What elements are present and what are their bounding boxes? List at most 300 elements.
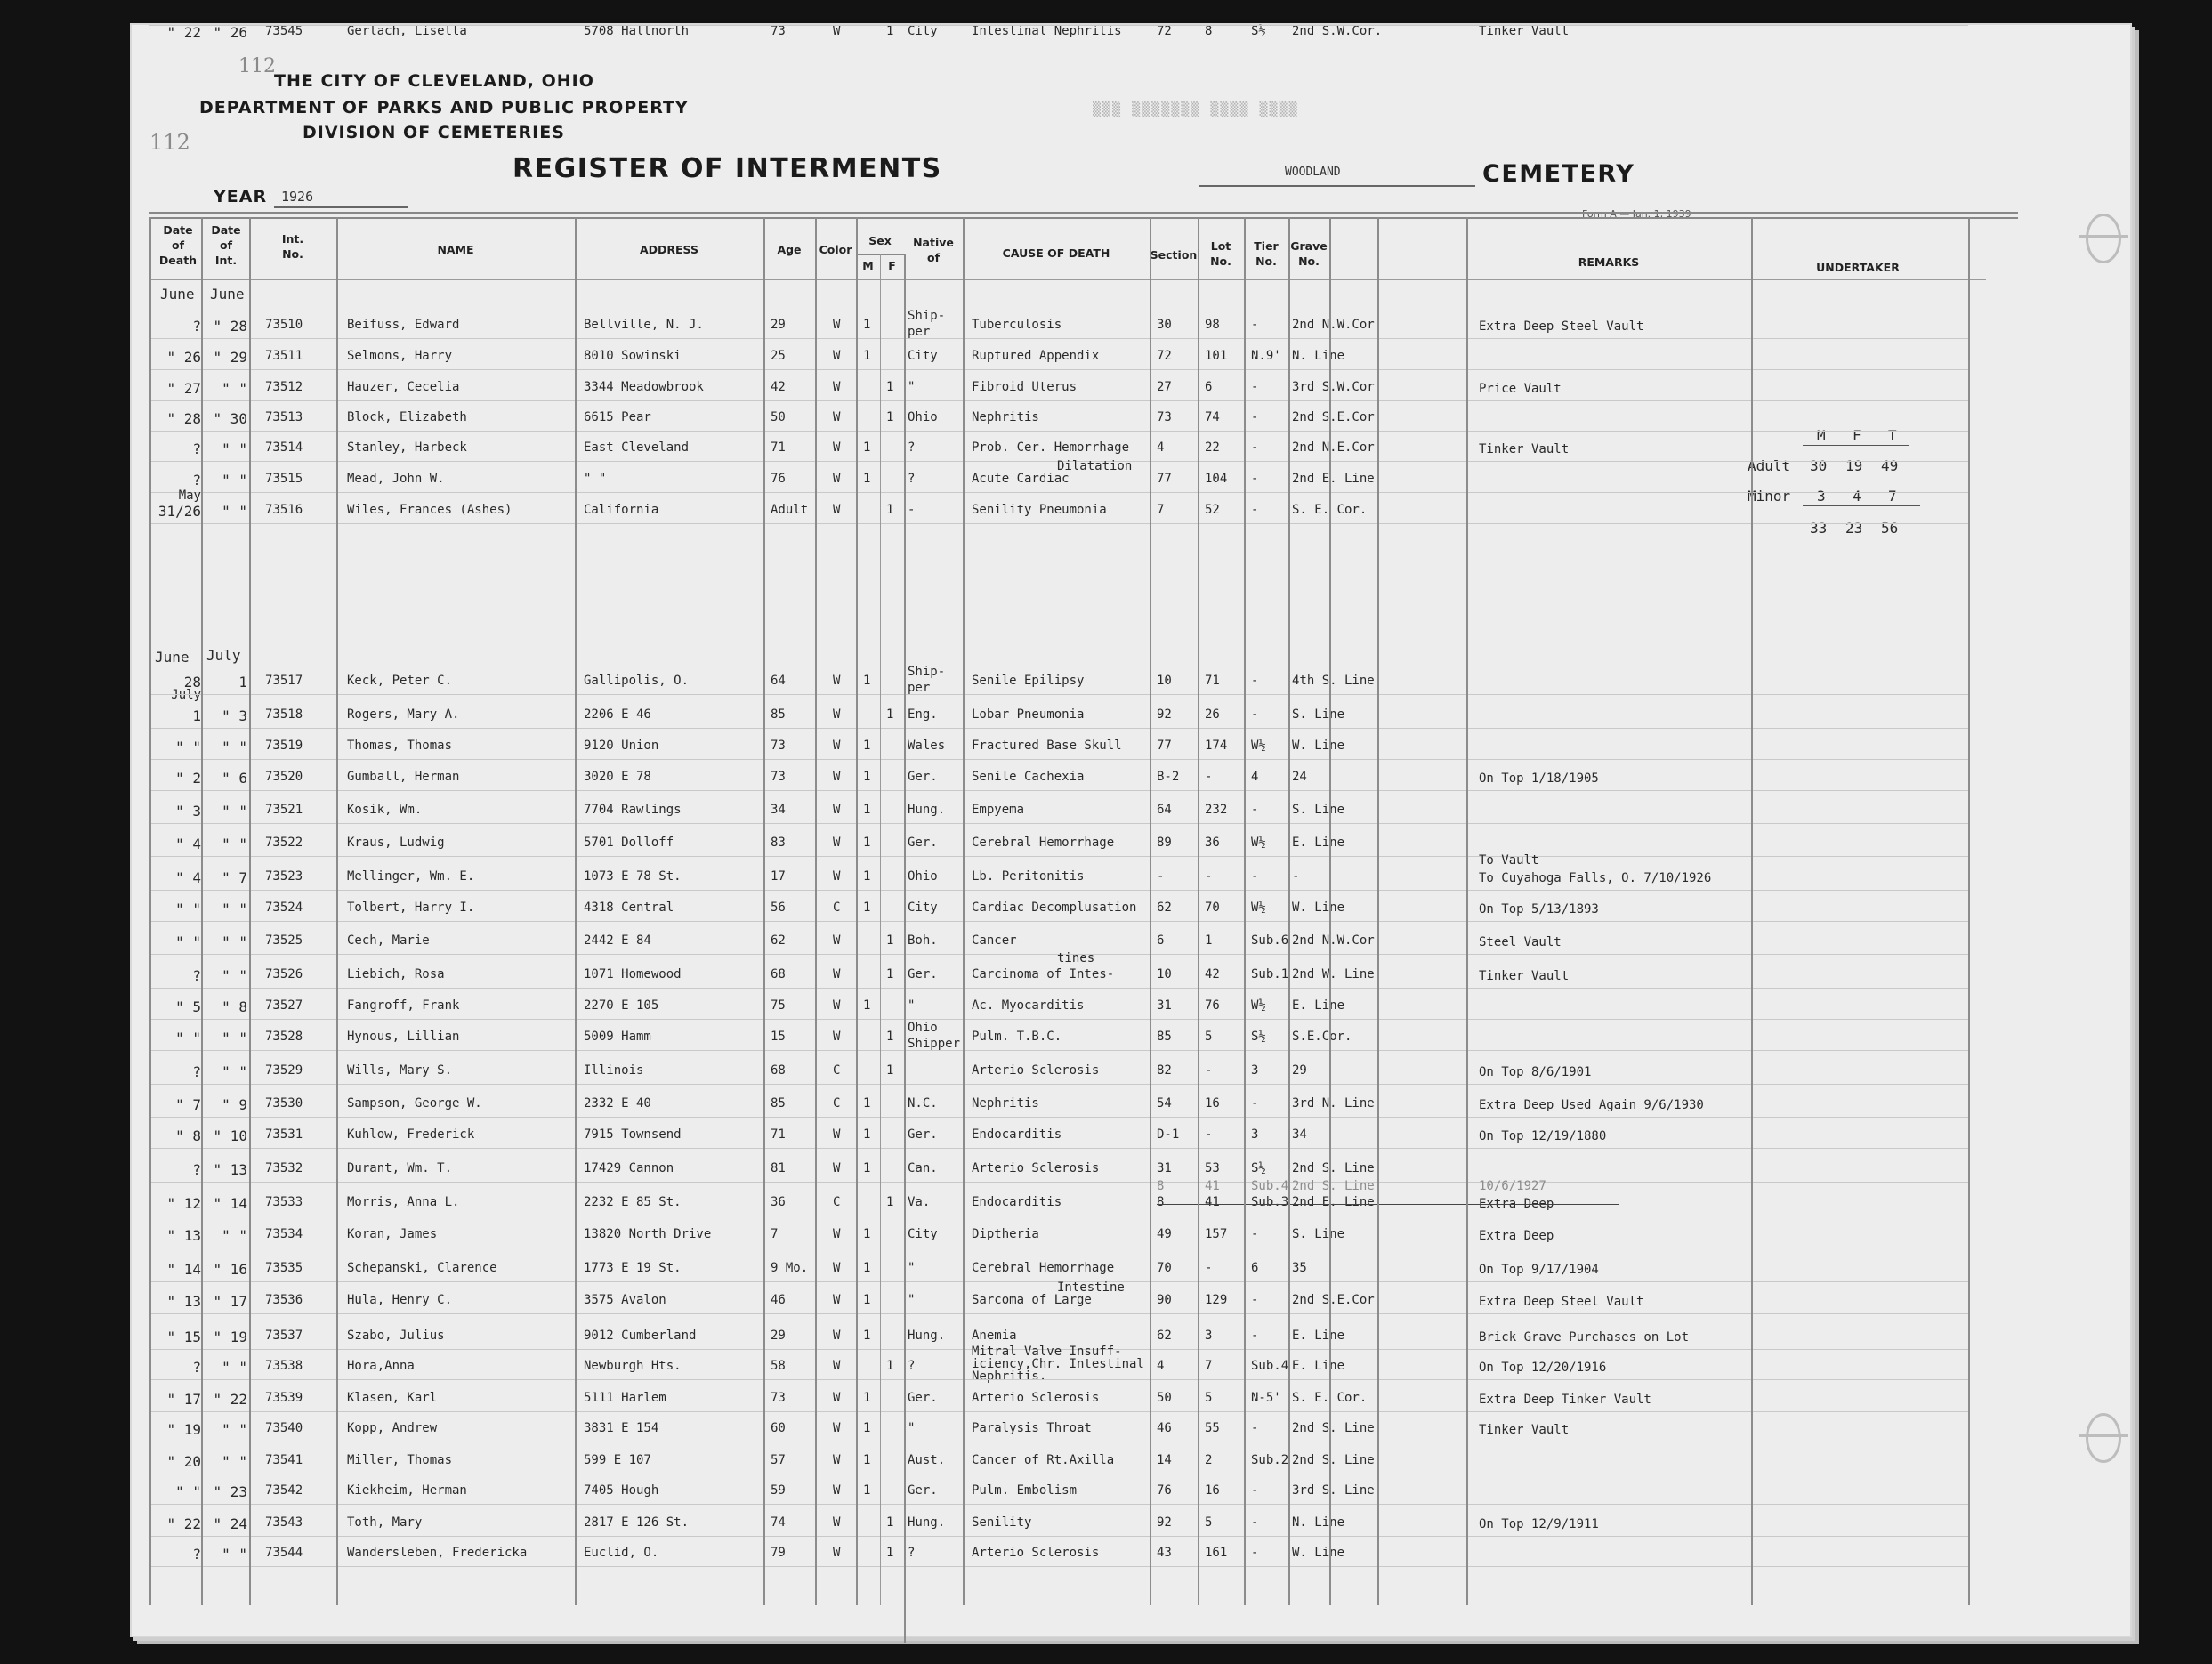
cell-lot-no: 74 bbox=[1205, 410, 1220, 424]
cell-color: W bbox=[833, 933, 841, 948]
col-remarks: REMARKS bbox=[1578, 255, 1640, 269]
cell-date-of-death: " " bbox=[175, 933, 201, 950]
cell-cause-of-death: Prob. Cer. Hemorrhage bbox=[972, 440, 1130, 455]
cell-color: W bbox=[833, 472, 841, 486]
cell-date-of-death: " 13 bbox=[166, 1293, 201, 1310]
cell-lot-no: 36 bbox=[1205, 836, 1220, 850]
cell-section: 90 bbox=[1157, 1293, 1172, 1307]
row-rule bbox=[149, 1536, 1968, 1537]
cell-remarks: On Top 5/13/1893 bbox=[1479, 902, 1599, 917]
cell-section: 50 bbox=[1157, 1391, 1172, 1405]
column-rule bbox=[249, 217, 251, 1605]
cell-address: 6615 Pear bbox=[584, 410, 651, 424]
cell-date-of-death: ? bbox=[192, 318, 201, 335]
cell-age: 46 bbox=[771, 1293, 786, 1307]
cell-tier-no: - bbox=[1251, 440, 1259, 455]
cell-sex-f: 1 bbox=[886, 707, 894, 722]
column-rule bbox=[763, 217, 765, 1605]
cell-sex-f: 1 bbox=[886, 1359, 894, 1373]
col-date-of-death bbox=[153, 222, 203, 268]
cell-color: W bbox=[833, 707, 841, 722]
cell-tier-no: 6 bbox=[1251, 1261, 1259, 1275]
cell-age: 83 bbox=[771, 836, 786, 850]
cell-age: 81 bbox=[771, 1161, 786, 1175]
cell-native-of: City bbox=[908, 1227, 938, 1241]
cell-name: Mead, John W. bbox=[347, 472, 445, 486]
cell-tier-no: - bbox=[1251, 869, 1259, 884]
cell-cause-of-death-upper: Dilatation bbox=[1057, 459, 1133, 473]
cell-grave-no: 35 bbox=[1292, 1261, 1307, 1275]
cell-tier-no: Sub.3 bbox=[1251, 1195, 1289, 1209]
cell-address: Gallipolis, O. bbox=[584, 674, 690, 688]
cell-grave-no: - bbox=[1292, 869, 1300, 884]
cell-address: 7704 Rawlings bbox=[584, 803, 682, 817]
cell-sex-m: 1 bbox=[863, 1127, 871, 1142]
cell-remarks: Extra Deep Tinker Vault bbox=[1479, 1393, 1651, 1407]
tally-head-m: M bbox=[1817, 427, 1826, 444]
cell-grave-no: N. Line bbox=[1292, 1515, 1345, 1530]
column-rule bbox=[1466, 217, 1468, 1605]
cell-address: 2817 E 126 St. bbox=[584, 1515, 690, 1530]
cell-section-prior: 8 bbox=[1157, 1179, 1165, 1193]
cell-color: W bbox=[833, 967, 841, 981]
cell-date-of-int: " 14 bbox=[213, 1195, 247, 1212]
cell-lot-no: 16 bbox=[1205, 1483, 1220, 1498]
cell-grave-no: 24 bbox=[1292, 770, 1307, 784]
cell-native-of: " bbox=[908, 1261, 916, 1275]
cell-native-of: Can. bbox=[908, 1161, 938, 1175]
cell-native-of-line2: per bbox=[908, 681, 931, 695]
col-date-of-death-l2: of bbox=[171, 238, 185, 252]
cell-grave-no: S.E.Cor. bbox=[1292, 1030, 1352, 1044]
cell-age: 9 Mo. bbox=[771, 1261, 809, 1275]
cell-age: 50 bbox=[771, 410, 786, 424]
col-sex-m: M bbox=[862, 259, 874, 272]
cell-sex-m: 1 bbox=[863, 472, 871, 486]
cell-cause-of-death: Anemia bbox=[972, 1329, 1017, 1343]
cell-address: 599 E 107 bbox=[584, 1453, 651, 1467]
col-date-of-death-l1: Date bbox=[163, 223, 193, 237]
cell-color: C bbox=[833, 1096, 841, 1111]
pencil-page-number-top: 112 bbox=[238, 55, 276, 77]
cell-age: 68 bbox=[771, 967, 786, 981]
col-date-of-int-l3: Int. bbox=[214, 254, 238, 267]
cell-sex-m: 1 bbox=[863, 1293, 871, 1307]
cell-address: 5009 Hamm bbox=[584, 1030, 651, 1044]
cell-sex-m: 1 bbox=[863, 1453, 871, 1467]
tally-adult-f: 19 bbox=[1845, 457, 1863, 474]
cell-cause-of-death: Nephritis bbox=[972, 410, 1039, 424]
cell-section: D-1 bbox=[1157, 1127, 1180, 1142]
cell-cause-of-death: Empyema bbox=[972, 803, 1025, 817]
cell-int-no: 73539 bbox=[265, 1391, 303, 1405]
cell-native-of: Hung. bbox=[908, 1515, 946, 1530]
cell-remarks: Tinker Vault bbox=[1479, 24, 1570, 38]
cell-date-of-int: " " bbox=[222, 1453, 247, 1470]
tally-minor-f: 4 bbox=[1853, 488, 1861, 505]
cell-cause-of-death: Senility Pneumonia bbox=[972, 503, 1107, 517]
cell-grave-no: 4th S. Line bbox=[1292, 674, 1375, 688]
cell-section: 43 bbox=[1157, 1546, 1172, 1560]
month-int-june: June bbox=[210, 286, 245, 303]
cell-int-no: 73527 bbox=[265, 998, 303, 1013]
cell-color: W bbox=[833, 503, 841, 517]
cell-date-of-death: " 3 bbox=[175, 803, 201, 820]
cell-sex-f: 1 bbox=[886, 1515, 894, 1530]
cell-native-of: Ship- bbox=[908, 665, 946, 679]
row-rule bbox=[149, 1019, 1968, 1020]
cell-section: 30 bbox=[1157, 318, 1172, 332]
col-grave-no bbox=[1288, 238, 1329, 269]
cell-age: 42 bbox=[771, 380, 786, 394]
cell-int-no: 73510 bbox=[265, 318, 303, 332]
cell-int-no: 73522 bbox=[265, 836, 303, 850]
cell-native-of: Eng. bbox=[908, 707, 938, 722]
cell-tier-no: - bbox=[1251, 1227, 1259, 1241]
cell-sex-m: 1 bbox=[863, 803, 871, 817]
cell-color: W bbox=[833, 1293, 841, 1307]
col-native-of-l1: Native bbox=[913, 236, 954, 249]
cell-grave-no: 2nd N.E.Cor. bbox=[1292, 440, 1383, 455]
cell-grave-no: 2nd S. Line bbox=[1292, 1453, 1375, 1467]
cell-native-of: ? bbox=[908, 440, 916, 455]
column-rule bbox=[1329, 217, 1331, 1605]
cell-tier-no: - bbox=[1251, 503, 1259, 517]
cell-age: 73 bbox=[771, 24, 786, 38]
column-rule bbox=[856, 217, 858, 1605]
cell-name: Gerlach, Lisetta bbox=[347, 24, 467, 38]
cell-date-of-int: " 19 bbox=[213, 1329, 247, 1345]
cell-int-no: 73515 bbox=[265, 472, 303, 486]
col-tier-no bbox=[1244, 238, 1288, 269]
cell-date-of-death: " 14 bbox=[166, 1261, 201, 1278]
register-page bbox=[132, 25, 2130, 1636]
cell-name: Kuhlow, Frederick bbox=[347, 1127, 475, 1142]
cell-tier-no: - bbox=[1251, 707, 1259, 722]
cell-section: 89 bbox=[1157, 836, 1172, 850]
binder-ring-bottom-bar bbox=[2079, 1434, 2128, 1437]
cell-lot-no: 232 bbox=[1205, 803, 1228, 817]
cell-tier-no: 3 bbox=[1251, 1063, 1259, 1078]
cell-color: W bbox=[833, 1483, 841, 1498]
cell-address: 7405 Hough bbox=[584, 1483, 659, 1498]
cell-color: C bbox=[833, 901, 841, 915]
cell-name: Keck, Peter C. bbox=[347, 674, 453, 688]
tally-minor-t: 7 bbox=[1888, 488, 1897, 505]
cell-date-of-int: " " bbox=[222, 836, 247, 852]
cell-date-of-int: " 28 bbox=[213, 318, 247, 335]
cell-grave-no-prior: 2nd S. Line bbox=[1292, 1179, 1375, 1193]
tally-total-m: 33 bbox=[1810, 520, 1828, 537]
cell-sex-m: 1 bbox=[863, 998, 871, 1013]
cell-color: W bbox=[833, 349, 841, 363]
tally-adult-t: 49 bbox=[1881, 457, 1899, 474]
cell-address: Newburgh Hts. bbox=[584, 1359, 682, 1373]
cell-native-of: Ger. bbox=[908, 967, 938, 981]
cell-cause-of-death: Lobar Pneumonia bbox=[972, 707, 1085, 722]
column-rule bbox=[1968, 217, 1970, 1605]
row-rule bbox=[149, 921, 1968, 922]
cell-address: 9012 Cumberland bbox=[584, 1329, 697, 1343]
cell-name: Hula, Henry C. bbox=[347, 1293, 453, 1307]
col-lot-no-l2: No. bbox=[1210, 254, 1231, 268]
cell-int-no: 73542 bbox=[265, 1483, 303, 1498]
cell-cause-of-death: Ruptured Appendix bbox=[972, 349, 1100, 363]
cell-lot-no: 22 bbox=[1205, 440, 1220, 455]
cell-cause-of-death: Nephritis bbox=[972, 1096, 1039, 1111]
cell-remarks: Extra Deep bbox=[1479, 1229, 1554, 1243]
cell-address: 3575 Avalon bbox=[584, 1293, 666, 1307]
cell-remarks: Steel Vault bbox=[1479, 935, 1562, 949]
cell-remarks-prior: 10/6/1927 bbox=[1479, 1179, 1546, 1193]
col-native-of-l2: of bbox=[926, 251, 941, 264]
cell-int-no: 73537 bbox=[265, 1329, 303, 1343]
col-int-no bbox=[249, 231, 336, 262]
cell-age: 71 bbox=[771, 440, 786, 455]
cell-grave-no: 2nd N.W.Cor. bbox=[1292, 318, 1383, 332]
cell-section: 77 bbox=[1157, 739, 1172, 753]
cell-name: Gumball, Herman bbox=[347, 770, 460, 784]
column-rule bbox=[1377, 217, 1379, 1605]
cell-int-no: 73514 bbox=[265, 440, 303, 455]
cell-int-no: 73525 bbox=[265, 933, 303, 948]
cell-int-no: 73541 bbox=[265, 1453, 303, 1467]
cell-date-of-int: " 6 bbox=[222, 770, 247, 787]
row-rule bbox=[149, 988, 1968, 989]
cell-native-of: Ger. bbox=[908, 770, 938, 784]
cell-date-of-death: " 12 bbox=[166, 1195, 201, 1212]
cell-tier-no: W½ bbox=[1251, 836, 1266, 850]
cell-address: 3020 E 78 bbox=[584, 770, 651, 784]
cell-lot-no: - bbox=[1205, 770, 1213, 784]
cell-name: Morris, Anna L. bbox=[347, 1195, 460, 1209]
cell-sex-m: 1 bbox=[863, 1096, 871, 1111]
tally-head-t: T bbox=[1888, 427, 1897, 444]
cell-date-of-death: 1 bbox=[192, 707, 201, 724]
cell-age: 57 bbox=[771, 1453, 786, 1467]
cell-cause-of-death: Arterio Sclerosis bbox=[972, 1546, 1100, 1560]
cell-tier-no: N.9' bbox=[1251, 349, 1281, 363]
row-rule bbox=[149, 523, 1968, 524]
cell-date-of-death: " 15 bbox=[166, 1329, 201, 1345]
cell-address: 17429 Cannon bbox=[584, 1161, 674, 1175]
row-rule bbox=[149, 759, 1968, 760]
cell-sex-m: 1 bbox=[863, 739, 871, 753]
cell-date-of-int: " " bbox=[222, 380, 247, 397]
cell-name: Thomas, Thomas bbox=[347, 739, 453, 753]
tally-total-f: 23 bbox=[1845, 520, 1863, 537]
cell-color: W bbox=[833, 1453, 841, 1467]
cell-section: 4 bbox=[1157, 1359, 1165, 1373]
cell-tier-no: 3 bbox=[1251, 1127, 1259, 1142]
cell-date-of-death: " 8 bbox=[175, 1127, 201, 1144]
cell-sex-m: 1 bbox=[863, 318, 871, 332]
cell-int-no: 73532 bbox=[265, 1161, 303, 1175]
cell-grave-no: S. E. Cor. bbox=[1292, 1391, 1368, 1405]
cell-cause-of-death: Sarcoma of Large bbox=[972, 1293, 1092, 1307]
col-cause-of-death: CAUSE OF DEATH bbox=[1002, 246, 1110, 260]
cell-native-of: Ohio bbox=[908, 869, 938, 884]
cell-lot-no: - bbox=[1205, 869, 1213, 884]
cell-tier-no: - bbox=[1251, 472, 1259, 486]
cell-section: 4 bbox=[1157, 440, 1165, 455]
col-grave-no-l1: Grave bbox=[1290, 239, 1328, 253]
cell-address: 5701 Dolloff bbox=[584, 836, 674, 850]
cell-native-of: " bbox=[908, 1421, 916, 1435]
cell-lot-no: 70 bbox=[1205, 901, 1220, 915]
cell-address: 4318 Central bbox=[584, 901, 674, 915]
cell-age: 73 bbox=[771, 770, 786, 784]
cell-native-of: Va. bbox=[908, 1195, 931, 1209]
cell-name: Hynous, Lillian bbox=[347, 1030, 460, 1044]
row-rule bbox=[149, 890, 1968, 891]
cell-date-of-int: " 30 bbox=[213, 410, 247, 427]
cell-tier-no: S½ bbox=[1251, 1030, 1266, 1044]
row-rule bbox=[149, 1411, 1968, 1412]
cell-date-of-int: " " bbox=[222, 1359, 247, 1376]
cell-grave-no: 2nd N.W.Cor. bbox=[1292, 933, 1383, 948]
cell-name: Selmons, Harry bbox=[347, 349, 453, 363]
cell-color: C bbox=[833, 1195, 841, 1209]
cell-sex-m: 1 bbox=[863, 1391, 871, 1405]
cell-remarks: Extra Deep Steel Vault bbox=[1479, 1295, 1644, 1309]
cell-cause-of-death: Intestinal Nephritis bbox=[972, 24, 1122, 38]
cell-color: W bbox=[833, 1261, 841, 1275]
cell-sex-m: 1 bbox=[863, 770, 871, 784]
cell-date-of-death: " 5 bbox=[175, 998, 201, 1015]
cell-int-no: 73511 bbox=[265, 349, 303, 363]
tally-head-f: F bbox=[1853, 427, 1861, 444]
cell-name: Schepanski, Clarence bbox=[347, 1261, 497, 1275]
cell-int-no: 73540 bbox=[265, 1421, 303, 1435]
cell-tier-no: - bbox=[1251, 803, 1259, 817]
cell-int-no: 73534 bbox=[265, 1227, 303, 1241]
cell-age: 56 bbox=[771, 901, 786, 915]
row-rule bbox=[149, 1379, 1968, 1380]
cell-grave-no: 2nd S. Line bbox=[1292, 1161, 1375, 1175]
cell-date-of-int: " 16 bbox=[213, 1261, 247, 1278]
cell-sex-f: 1 bbox=[886, 503, 894, 517]
cell-name: Szabo, Julius bbox=[347, 1329, 445, 1343]
cell-name: Klasen, Karl bbox=[347, 1391, 438, 1405]
city-heading: THE CITY OF CLEVELAND, OHIO bbox=[274, 71, 594, 91]
col-tier-no-l2: No. bbox=[1255, 254, 1277, 268]
cell-tier-no: - bbox=[1251, 318, 1259, 332]
cell-date-of-death: ? bbox=[192, 967, 201, 984]
cell-cause-of-death: Mitral Valve Insuff- bbox=[972, 1345, 1122, 1359]
cell-name: Koran, James bbox=[347, 1227, 438, 1241]
cell-grave-no: 2nd E. Line bbox=[1292, 472, 1375, 486]
cell-int-no: 73544 bbox=[265, 1546, 303, 1560]
col-int-no-l1: Int. bbox=[281, 232, 304, 246]
cell-sex-m: 1 bbox=[863, 836, 871, 850]
cell-sex-m: 1 bbox=[863, 1161, 871, 1175]
cell-lot-no: 2 bbox=[1205, 1453, 1213, 1467]
cell-lot-no: 8 bbox=[1205, 24, 1213, 38]
row-rule bbox=[149, 728, 1968, 729]
cell-native-of: N.C. bbox=[908, 1096, 938, 1111]
cell-date-of-death: " 2 bbox=[175, 770, 201, 787]
cell-age: 85 bbox=[771, 707, 786, 722]
cell-section: B-2 bbox=[1157, 770, 1180, 784]
cell-color: W bbox=[833, 739, 841, 753]
cell-lot-no: - bbox=[1205, 1063, 1213, 1078]
col-lot-no-l1: Lot bbox=[1210, 239, 1231, 253]
cell-lot-no: 104 bbox=[1205, 472, 1228, 486]
cell-native-of: Ship- bbox=[908, 309, 946, 323]
cell-sex-m: 1 bbox=[863, 1483, 871, 1498]
cell-section: 6 bbox=[1157, 933, 1165, 948]
cell-section: 82 bbox=[1157, 1063, 1172, 1078]
col-date-of-int-l1: Date bbox=[211, 223, 241, 237]
cell-cause-of-death: Cerebral Hemorrhage bbox=[972, 1261, 1115, 1275]
pencil-page-number-left: 112 bbox=[149, 130, 190, 155]
cell-cause-of-death: Fractured Base Skull bbox=[972, 739, 1122, 753]
binder-ring-top bbox=[2086, 214, 2121, 263]
column-rule bbox=[963, 217, 965, 1605]
cell-sex-m: 1 bbox=[863, 440, 871, 455]
cell-color: W bbox=[833, 1030, 841, 1044]
column-rule bbox=[149, 217, 151, 1605]
cell-date-of-death: ? bbox=[192, 1161, 201, 1178]
cell-lot-no: 3 bbox=[1205, 1329, 1213, 1343]
cemetery-label: CEMETERY bbox=[1482, 160, 1635, 188]
cell-section: - bbox=[1157, 869, 1165, 884]
cell-lot-no: 5 bbox=[1205, 1391, 1213, 1405]
cell-native-of: City bbox=[908, 349, 938, 363]
cell-cause-of-death: Tuberculosis bbox=[972, 318, 1062, 332]
cell-age: 73 bbox=[771, 1391, 786, 1405]
cell-section: 62 bbox=[1157, 901, 1172, 915]
binder-ring-bottom bbox=[2086, 1413, 2121, 1463]
cell-native-of: Wales bbox=[908, 739, 946, 753]
row-rule bbox=[149, 1148, 1968, 1149]
cell-lot-no: 161 bbox=[1205, 1546, 1228, 1560]
cell-int-no: 73513 bbox=[265, 410, 303, 424]
cell-age: 58 bbox=[771, 1359, 786, 1373]
cell-remarks: On Top 8/6/1901 bbox=[1479, 1065, 1592, 1079]
cell-native-of: Hung. bbox=[908, 803, 946, 817]
cell-tier-no: Sub.1 bbox=[1251, 967, 1289, 981]
cell-cause-of-death: Lb. Peritonitis bbox=[972, 869, 1085, 884]
register-title: REGISTER OF INTERMENTS bbox=[513, 153, 942, 184]
cell-color: W bbox=[833, 836, 841, 850]
cell-date-of-int: 1 bbox=[238, 674, 247, 691]
column-rule bbox=[1244, 217, 1246, 1605]
cell-section: 31 bbox=[1157, 998, 1172, 1013]
row-rule bbox=[149, 369, 1968, 370]
cell-native-of: - bbox=[908, 503, 916, 517]
cell-age: 60 bbox=[771, 1421, 786, 1435]
cell-sex-f: 1 bbox=[886, 1546, 894, 1560]
cell-cause-of-death: Ac. Myocarditis bbox=[972, 998, 1085, 1013]
cell-color: W bbox=[833, 1359, 841, 1373]
cell-date-of-death: " 27 bbox=[166, 380, 201, 397]
cell-int-no: 73528 bbox=[265, 1030, 303, 1044]
cell-age: 29 bbox=[771, 1329, 786, 1343]
strikethrough-line bbox=[1157, 1204, 1619, 1205]
cell-grave-no: 2nd S.E.Cor. bbox=[1292, 1293, 1383, 1307]
row-rule bbox=[149, 1050, 1968, 1051]
cell-remarks: On Top 9/17/1904 bbox=[1479, 1263, 1599, 1277]
cemetery-name: WOODLAND bbox=[1285, 166, 1341, 179]
cell-lot-no: - bbox=[1205, 1127, 1213, 1142]
form-note: Form A — Jan. 1, 1939 bbox=[1582, 208, 1691, 220]
cell-date-of-death: " 20 bbox=[166, 1453, 201, 1470]
cell-date-of-int: " 26 bbox=[213, 24, 247, 41]
cell-section: 92 bbox=[1157, 1515, 1172, 1530]
cell-native-of: " bbox=[908, 1293, 916, 1307]
